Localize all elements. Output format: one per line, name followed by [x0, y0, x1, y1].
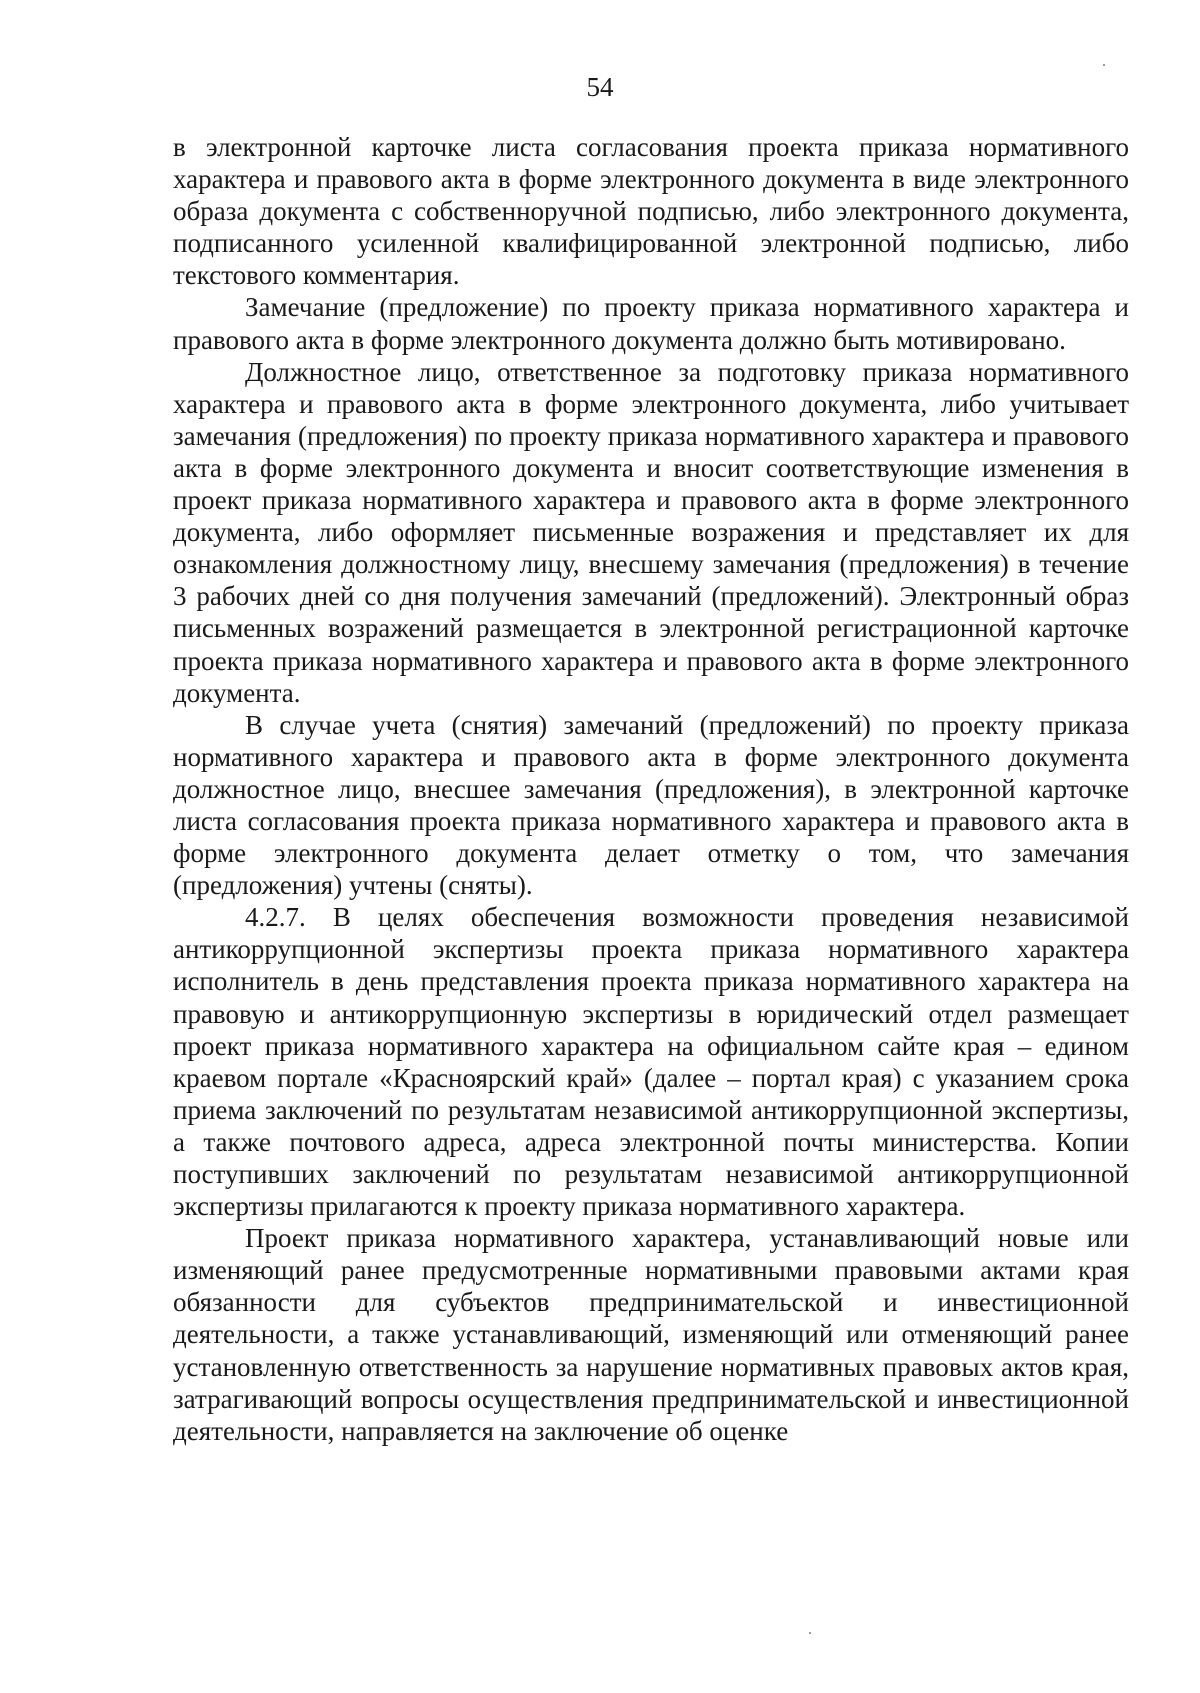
page-number: 54: [586, 72, 614, 102]
scan-speck: [1103, 64, 1105, 66]
paragraph-3: Должностное лицо, ответственное за подготовку приказа нормативного характера и правового акта в форме электронного документа, либо учитывает замечания (предложения) по проекту приказа нормативного характера и правового акта в форме электронного документа и вносит соответствующие изменения в проект приказа нормативного характера и правового акта в форме электронного документа, либо оформляет письменные возражения и представляет их для ознакомления должностному лицу, внесшему замечания (предложения) в течение 3 рабочих дней со дня получения замечаний (предложений). Электронный образ письменных возражений размещается в электронной регистрационной карточке проекта приказа нормативного характера и правового акта в форме электронного документа.: [173, 356, 1129, 708]
scan-speck: [809, 1632, 811, 1634]
paragraph-4: В случае учета (снятия) замечаний (предложений) по проекту приказа нормативного характера и правового акта в форме электронного документа должностное лицо, внесшее замечания (предложения), в электронной карточке листа согласования проекта приказа нормативного характера и правового акта в форме электронного документа делает отметку о том, что замечания (предложения) учтены (сняты).: [173, 709, 1129, 901]
paragraph-1: в электронной карточке листа согласования проекта приказа нормативного характера и правового акта в форме электронного документа в виде электронного образа документа с собственноручной подписью, либо электронного документа, подписанного усиленной квалифицированной электронной подписью, либо текстового комментария.: [173, 132, 1129, 291]
paragraph-6: Проект приказа нормативного характера, устанавливающий новые или изменяющий ранее предусмотренные нормативными правовыми актами края обязанности для субъектов предпринимательской и инвестиционной деятельности, а также устанавливающий, изменяющий или отменяющий ранее установленную ответственность за нарушение нормативных правовых актов края, затрагивающий вопросы осуществления предпринимательской и инвестиционной деятельности, направляется на заключение об оценке: [173, 1223, 1129, 1446]
paragraph-2: Замечание (предложение) по проекту приказа нормативного характера и правового акта в форме электронного документа должно быть мотивировано.: [173, 292, 1129, 355]
document-body: [173, 131, 1129, 1447]
paragraph-5: 4.2.7. В целях обеспечения возможности проведения независимой антикоррупционной экспертизы проекта приказа нормативного характера исполнитель в день представления проекта приказа нормативного характера на правовую и антикоррупционную экспертизы в юридический отдел размещает проект приказа нормативного характера на официальном сайте края – едином краевом портале «Красноярский край» (далее – портал края) с указанием срока приема заключений по результатам независимой антикоррупционной экспертизы, а также почтового адреса, адреса электронной почты министерства. Копии поступивших заключений по результатам независимой антикоррупционной экспертизы прилагаются к проекту приказа нормативного характера.: [173, 902, 1129, 1222]
